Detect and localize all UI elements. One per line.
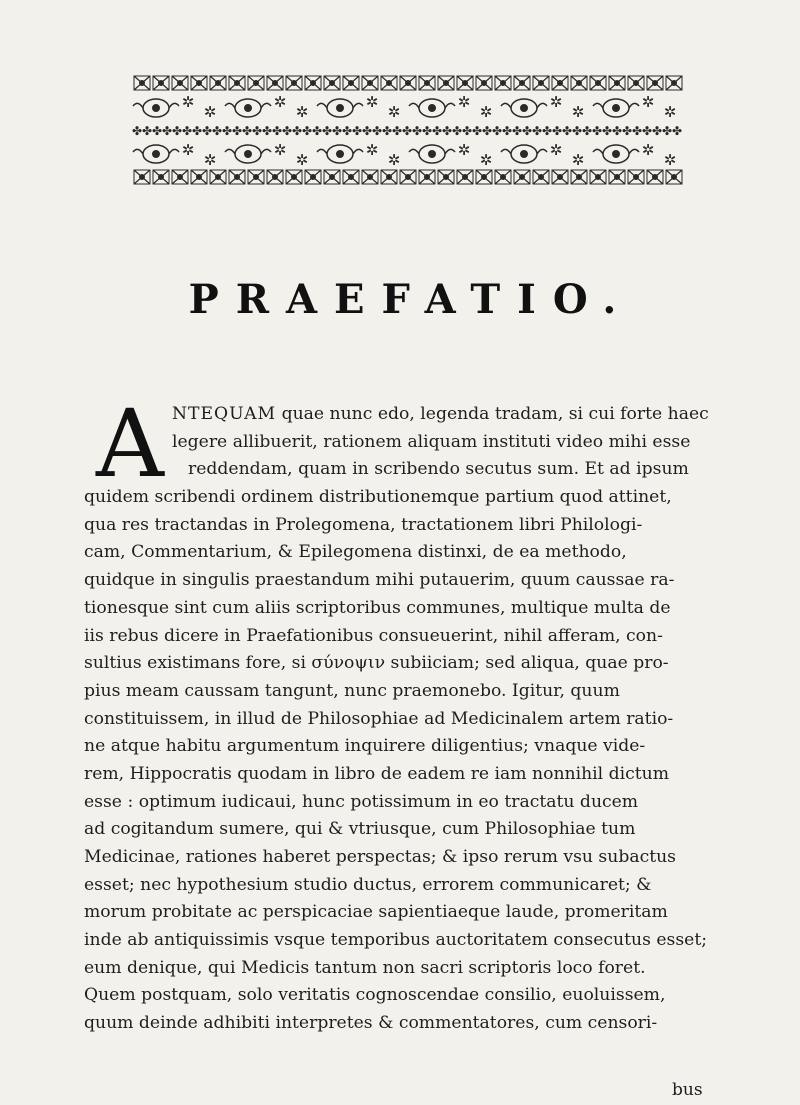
- text-line: [84, 650, 724, 678]
- svg-text:✤: ✤: [522, 124, 533, 138]
- svg-text:✤: ✤: [632, 124, 643, 138]
- text-line: [84, 512, 724, 540]
- line-text: morum probitate ac perspicaciae sapientiaeque laude, promeritam: [84, 902, 668, 923]
- svg-text:✤: ✤: [662, 124, 673, 138]
- line-text: cam, Commentarium, & Epilegomena distinxi, de ea methodo,: [84, 542, 627, 563]
- svg-text:✲: ✲: [203, 103, 217, 121]
- fleuron-ornament: [128, 72, 684, 190]
- svg-text:✲: ✲: [273, 93, 287, 111]
- text-line: [84, 733, 724, 761]
- svg-text:✤: ✤: [262, 124, 273, 138]
- drop-capital: A: [96, 390, 164, 499]
- text-line: [84, 899, 724, 927]
- svg-text:✲: ✲: [549, 93, 563, 111]
- text-line: [84, 955, 724, 983]
- svg-text:✲: ✲: [457, 141, 471, 159]
- svg-text:✲: ✲: [273, 141, 287, 159]
- svg-text:✲: ✲: [295, 103, 309, 121]
- line-text: esset; nec hypothesium studio ductus, errorem communicaret; &: [84, 874, 652, 895]
- line-text: inde ab antiquissimis vsque temporibus auctoritatem consecutus esset;: [84, 930, 708, 951]
- svg-text:✤: ✤: [582, 124, 593, 138]
- svg-text:✤: ✤: [132, 124, 143, 138]
- svg-text:✤: ✤: [282, 124, 293, 138]
- line-text: pius meam caussam tangunt, nunc praemonebo. Igitur, quum: [84, 680, 620, 701]
- svg-text:✲: ✲: [641, 141, 655, 159]
- svg-text:✤: ✤: [182, 124, 193, 138]
- svg-text:✤: ✤: [292, 124, 303, 138]
- svg-text:✤: ✤: [152, 124, 163, 138]
- svg-text:✤: ✤: [592, 124, 603, 138]
- svg-text:✲: ✲: [663, 103, 677, 121]
- line-text: iis rebus dicere in Praefationibus consueuerint, nihil afferam, con-: [84, 625, 663, 646]
- line-text: qua res tractandas in Prolegomena, tractationem libri Philologi-: [84, 514, 643, 535]
- svg-text:✤: ✤: [242, 124, 253, 138]
- svg-text:✲: ✲: [203, 151, 217, 169]
- svg-text:✤: ✤: [222, 124, 233, 138]
- text-line: [84, 567, 724, 595]
- text-line: [84, 484, 724, 512]
- text-line: [84, 761, 724, 789]
- text-line: [84, 927, 724, 955]
- text-line: [84, 1010, 724, 1038]
- line-text: ne atque habitu argumentum inquirere diligentius; vnaque vide-: [84, 736, 646, 757]
- svg-text:✤: ✤: [472, 124, 483, 138]
- svg-text:✲: ✲: [365, 93, 379, 111]
- svg-text:✤: ✤: [502, 124, 513, 138]
- svg-text:✤: ✤: [572, 124, 583, 138]
- svg-text:✤: ✤: [372, 124, 383, 138]
- line-text: quum deinde adhibiti interpretes & commentatores, cum censori-: [84, 1013, 658, 1034]
- text-line: [84, 816, 724, 844]
- svg-text:✤: ✤: [512, 124, 523, 138]
- svg-text:✲: ✲: [387, 103, 401, 121]
- line-text: eum denique, qui Medicis tantum non sacri scriptoris loco foret.: [84, 957, 646, 978]
- line-text: quae nunc edo, legenda tradam, si cui forte haec: [276, 404, 709, 424]
- svg-text:✲: ✲: [571, 103, 585, 121]
- line-text: legere allibuerit, rationem aliquam instituti video mihi esse: [172, 431, 691, 452]
- line-text: constituissem, in illud de Philosophiae ad Medicinalem artem ratio-: [84, 708, 674, 729]
- preface-text: [84, 401, 724, 1038]
- svg-text:✤: ✤: [542, 124, 553, 138]
- svg-text:✤: ✤: [672, 124, 683, 138]
- line-text: esse : optimum iudicaui, hunc potissimum in eo tractatu ducem: [84, 791, 639, 812]
- svg-text:✤: ✤: [452, 124, 463, 138]
- svg-text:✤: ✤: [432, 124, 443, 138]
- svg-text:✤: ✤: [382, 124, 393, 138]
- svg-text:✤: ✤: [272, 124, 283, 138]
- line-text: Medicinae, rationes haberet perspectas; & ipso rerum vsu subactus: [84, 847, 676, 867]
- svg-text:✲: ✲: [663, 151, 677, 169]
- text-line: [84, 982, 724, 1010]
- svg-text:✤: ✤: [442, 124, 453, 138]
- svg-text:✤: ✤: [162, 124, 173, 138]
- svg-text:✤: ✤: [202, 124, 213, 138]
- svg-text:✤: ✤: [642, 124, 653, 138]
- text-line: [84, 539, 724, 567]
- svg-text:✤: ✤: [362, 124, 373, 138]
- svg-text:✲: ✲: [641, 93, 655, 111]
- svg-text:✤: ✤: [422, 124, 433, 138]
- svg-text:✤: ✤: [562, 124, 573, 138]
- text-line: [84, 789, 724, 817]
- line-text: quidque in singulis praestandum mihi putauerim, quum caussae ra-: [84, 570, 675, 591]
- svg-text:✲: ✲: [295, 151, 309, 169]
- svg-text:✤: ✤: [352, 124, 363, 138]
- svg-text:✤: ✤: [652, 124, 663, 138]
- text-line: [84, 844, 724, 872]
- svg-text:✤: ✤: [172, 124, 183, 138]
- catchword: bus: [672, 1080, 703, 1100]
- svg-text:✤: ✤: [252, 124, 263, 138]
- svg-text:✲: ✲: [387, 151, 401, 169]
- svg-text:✤: ✤: [192, 124, 203, 138]
- svg-text:✤: ✤: [212, 124, 223, 138]
- svg-text:✤: ✤: [302, 124, 313, 138]
- text-line: [84, 623, 724, 651]
- svg-text:✤: ✤: [482, 124, 493, 138]
- small-caps-lead: NTEQUAM: [172, 404, 277, 424]
- svg-text:✤: ✤: [612, 124, 623, 138]
- svg-text:✲: ✲: [571, 151, 585, 169]
- page-title: PRAEFATIO.: [188, 276, 634, 323]
- text-line: [84, 456, 724, 484]
- svg-text:✤: ✤: [412, 124, 423, 138]
- line-text: tionesque sint cum aliis scriptoribus communes, multique multa de: [84, 597, 671, 618]
- line-text: reddendam, quam in scribendo secutus sum. Et ad ipsum: [188, 459, 689, 480]
- text-line: [84, 872, 724, 900]
- svg-text:✲: ✲: [365, 141, 379, 159]
- svg-text:✤: ✤: [492, 124, 503, 138]
- text-line: [84, 429, 724, 457]
- svg-text:✤: ✤: [552, 124, 563, 138]
- text-line: [84, 401, 724, 429]
- line-text: ad cogitandum sumere, qui & vtriusque, cum Philosophiae tum: [84, 819, 636, 840]
- line-text: quidem scribendi ordinem distributionemque partium quod attinet,: [84, 487, 672, 508]
- svg-text:✤: ✤: [602, 124, 613, 138]
- svg-text:✤: ✤: [312, 124, 323, 138]
- line-text: sultius existimans fore, si σύνοψιν subiiciam; sed aliqua, quae pro-: [84, 653, 669, 674]
- text-line: [84, 706, 724, 734]
- svg-text:✤: ✤: [392, 124, 403, 138]
- svg-text:✤: ✤: [462, 124, 473, 138]
- svg-text:✲: ✲: [479, 103, 493, 121]
- svg-text:✲: ✲: [549, 141, 563, 159]
- text-line: [84, 595, 724, 623]
- svg-text:✲: ✲: [181, 141, 195, 159]
- line-text: rem, Hippocratis quodam in libro de eadem re iam nonnihil dictum: [84, 763, 670, 784]
- svg-text:✤: ✤: [342, 124, 353, 138]
- svg-text:✤: ✤: [322, 124, 333, 138]
- svg-text:✤: ✤: [532, 124, 543, 138]
- svg-text:✲: ✲: [181, 93, 195, 111]
- svg-text:✤: ✤: [142, 124, 153, 138]
- svg-text:✲: ✲: [479, 151, 493, 169]
- svg-text:✤: ✤: [332, 124, 343, 138]
- text-line: [84, 678, 724, 706]
- svg-text:✤: ✤: [232, 124, 243, 138]
- svg-text:✤: ✤: [402, 124, 413, 138]
- svg-text:✤: ✤: [622, 124, 633, 138]
- svg-text:✲: ✲: [457, 93, 471, 111]
- line-text: Quem postquam, solo veritatis cognoscendae consilio, euoluissem,: [84, 985, 666, 1006]
